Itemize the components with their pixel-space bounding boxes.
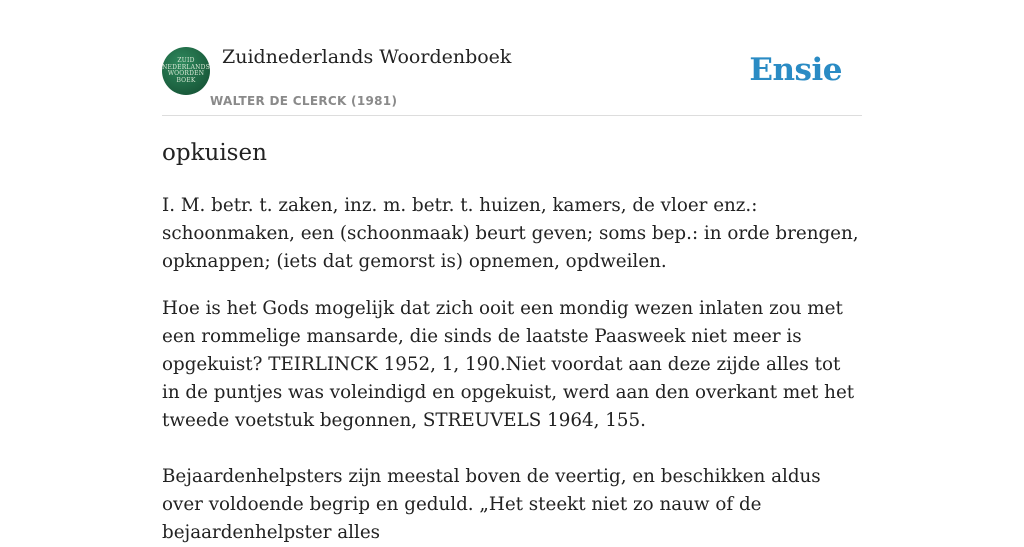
logo-line: WOORDEN: [167, 70, 205, 77]
book-title-link[interactable]: Zuidnederlands Woordenboek: [222, 46, 512, 68]
page: [162, 0, 862, 543]
entry-example-2: Bejaardenhelpsters zijn meestal boven de veertig, en beschikken aldus over voldoende begrip en geduld. „Het steekt niet zo nauw of de bejaardenhelpster alles: [162, 466, 821, 543]
entry-example-1: Hoe is het Gods mogelijk dat zich ooit een mondig wezen inlaten zou met een rommelige mansarde, die sinds de laatste Paasweek niet meer is opgekuist? TEIRLINCK 1952, 1, 190.Niet voordat aan deze zijde alles tot in de puntjes was voleindigd en opgekuist, werd aan den overkant met het tweede voetstuk begonnen, STREUVELS 1964, 155.: [162, 298, 855, 431]
entry-definition: I. M. betr. t. zaken, inz. m. betr. t. huizen, kamers, de vloer enz.: schoonmaken, een (schoonmaak) beurt geven; soms bep.: in orde brengen, opknappen; (iets dat gemorst is) opnemen, opdweilen.: [162, 195, 859, 272]
logo-line: ZUID: [177, 57, 195, 64]
logo-line: NEDERLANDS: [162, 63, 210, 71]
book-cover-logo-icon[interactable]: [162, 47, 210, 95]
logo-line: BOEK: [176, 76, 196, 84]
entry-term: opkuisen: [162, 140, 267, 166]
header: [162, 0, 862, 116]
ensie-logo-link[interactable]: Ensie: [749, 52, 842, 88]
book-author: WALTER DE CLERCK (1981): [210, 94, 398, 108]
